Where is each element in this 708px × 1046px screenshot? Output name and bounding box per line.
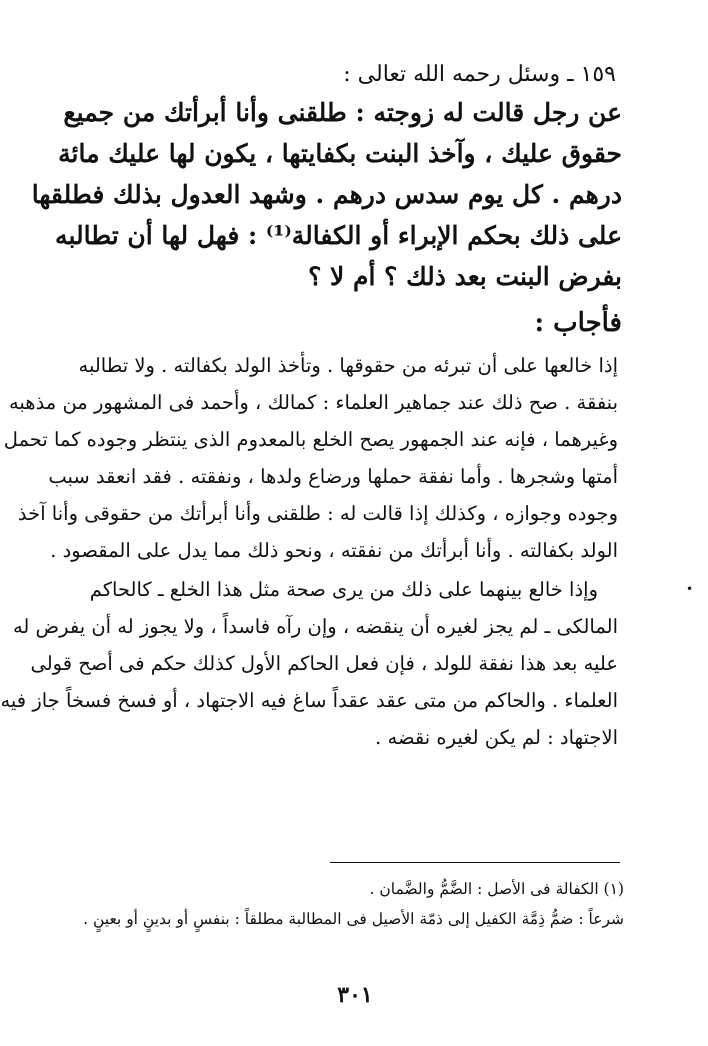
answer-p2-line-1: وإذا خالع بينهما على ذلك من يرى صحة مثل هذا الخلع ـ كالحاكم (89, 578, 598, 601)
answer-p1-line-3: وغيرهما ، فإنه عند الجمهور يصح الخلع بالمعدوم الذى ينتظر وجوده كما تحمل (3, 428, 618, 451)
question-line-5: بفرض البنت بعد ذلك ؟ أم لا ؟ (308, 262, 622, 291)
question-line-3: درهم . كل يوم سدس درهم . وشهد العدول بذلك فطلقها (31, 180, 622, 209)
footnote-line-2: شرعاً : ضمُّ ذِمَّة الكفيل إلى ذمّة الأصيل فى المطالبة مطلقاً : بنفسٍ أو بدينٍ أو بعينٍ . (83, 910, 624, 928)
fatwa-heading: ١٥٩ ـ وسئل رحمه الله تعالى : (343, 62, 616, 87)
answer-p2-line-3: عليه بعد هذا نفقة للولد ، فإن فعل الحاكم الأول كذلك حكم فى أصح قولى (30, 652, 618, 675)
answer-p1-line-5: وجوده وجوازه ، وكذلك إذا قالت له : طلقنى وأنا أبرأتك من حقوقى وأنا آخذ (17, 502, 618, 525)
footnote-separator (330, 862, 620, 863)
margin-marker: • (686, 582, 694, 596)
answer-p2-line-2: المالكى ـ لم يجز لغيره أن ينقضه ، وإن رآه فاسداً ، ولا يجوز له أن يفرض له (12, 615, 618, 638)
question-line-2: حقوق عليك ، وآخذ البنت بكفايتها ، يكون لها عليك مائة (58, 139, 622, 168)
answer-p2-line-5: الاجتهاد : لم يكن لغيره نقضه . (375, 726, 618, 749)
answer-p2-line-4: العلماء . والحاكم من متى عقد عقداً ساغ فيه الاجتهاد ، أو فسخ فسخاً جاز فيه (0, 689, 618, 712)
answer-p1-line-6: الولد بكفالته . وأنا أبرأتك من نفقته ، ونحو ذلك مما يدل على المقصود . (50, 539, 618, 562)
answer-label: فأجاب : (534, 308, 622, 338)
answer-p1-line-4: أمتها وشجرها . وأما نفقة حملها ورضاع ولدها ، ونفقته . فقد انعقد سبب (48, 465, 618, 488)
page-number: ٣٠١ (337, 982, 373, 1008)
answer-p1-line-2: بنفقة . صح ذلك عند جماهير العلماء : كمالك ، وأحمد فى المشهور من مذهبه (8, 391, 618, 414)
footnote-line-1: (١) الكفالة فى الأصل : الضَّمُّ والضَّمان . (369, 880, 624, 898)
question-line-4: على ذلك بحكم الإبراء أو الكفالة⁽¹⁾ : فهل لها أن تطالبه (55, 221, 622, 250)
question-line-1: عن رجل قالت له زوجته : طلقنى وأنا أبرأتك من جميع (63, 98, 622, 127)
answer-p1-line-1: إذا خالعها على أن تبرئه من حقوقها . وتأخذ الولد بكفالته . ولا تطالبه (78, 354, 618, 377)
